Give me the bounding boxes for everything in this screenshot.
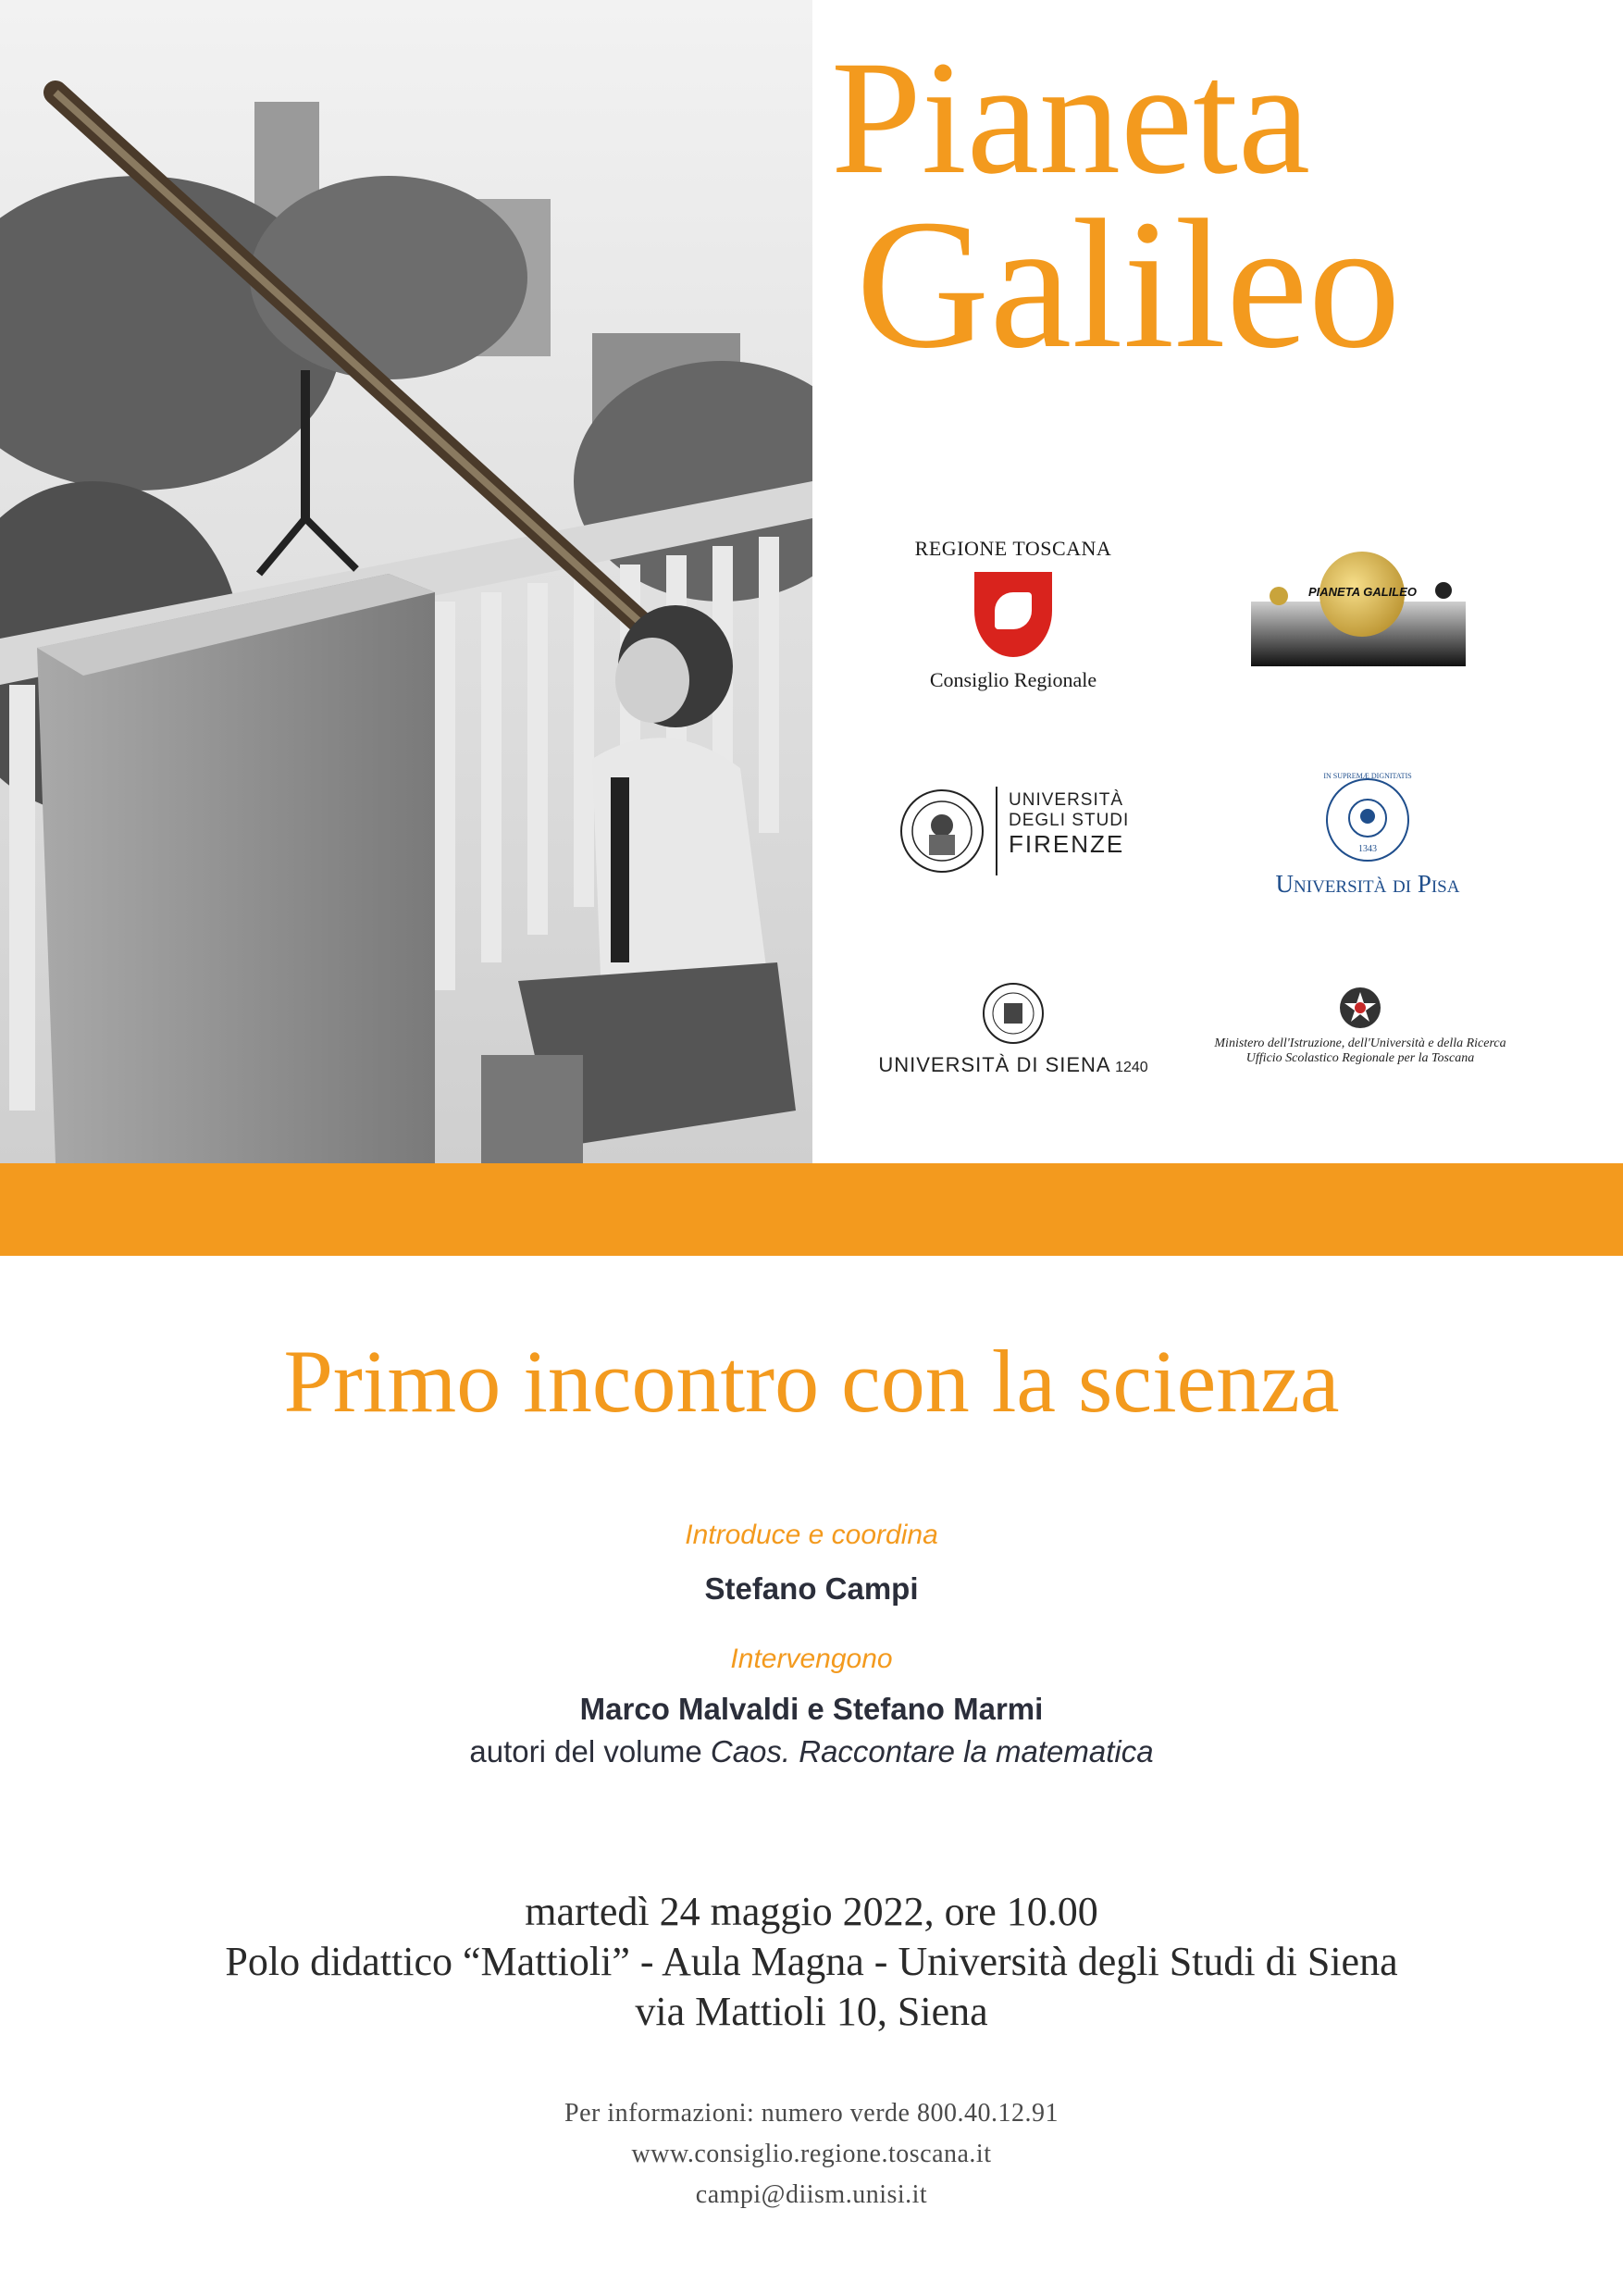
info-email[interactable]: campi@diism.unisi.it [695,2180,928,2209]
logo-ministero [1194,985,1527,1086]
unifi-seal-icon [898,781,986,883]
logo-unisi [870,981,1157,1092]
ministero-line2: Ufficio Scolastico Regionale per la Toscana [1245,1051,1475,1065]
info-phone: Per informazioni: numero verde 800.40.12.91 [564,2099,1059,2128]
unipi-seal-text: IN SUPREMÆ DIGNITATIS [1323,772,1412,780]
unifi-line2: DEGLI STUDI [1009,810,1130,830]
speakers-names: Marco Malvaldi e Stefano Marmi [579,1692,1044,1726]
unipi-year: 1343 [1358,844,1377,854]
unisi-seal-icon [981,981,1046,1046]
unifi-line1: UNIVERSITÀ [1009,790,1124,810]
logo-regione-toscana [888,537,1138,703]
intro-label: Introduce e coordina [685,1520,938,1550]
title-pianeta: Pianeta [831,28,1311,208]
speakers-label: Intervengono [730,1644,893,1674]
book-title: Caos. Raccontare la matematica [710,1734,1154,1769]
event-address: via Mattioli 10, Siena [635,1989,988,2034]
unifi-line3: FIRENZE [1009,829,1125,858]
italian-emblem-icon [1337,985,1383,1031]
book-line [0,1734,1623,1769]
unisi-name: UNIVERSITÀ DI SIENA [878,1053,1111,1076]
logo-pianeta-galileo-text: PIANETA GALILEO [1308,585,1417,599]
book-prefix: autori del volume [469,1734,711,1769]
logo-regione-toscana-title: REGIONE TOSCANA [914,537,1112,560]
title-galileo: Galileo [856,182,1401,387]
logo-regione-toscana-subtitle: Consiglio Regionale [929,668,1097,691]
logo-pianeta-galileo [1251,550,1466,666]
pegasus-shield-icon [974,572,1052,657]
event-venue: Polo didattico “Mattioli” - Aula Magna - Università degli Studi di Siena [225,1939,1398,1984]
orange-band [0,1163,1623,1256]
info-website[interactable]: www.consiglio.regione.toscana.it [631,2140,992,2168]
unipi-name: Università di Pisa [1275,870,1460,898]
event-subtitle: Primo incontro con la scienza [283,1332,1340,1431]
hero-photo [0,0,812,1163]
ministero-line1: Ministero dell'Istruzione, dell'Università e della Ricerca [1214,1036,1506,1050]
coordinator-name: Stefano Campi [704,1571,919,1606]
unisi-year: 1240 [1115,1060,1148,1075]
logo-unipi [1229,772,1506,898]
logo-unifi [898,777,1157,888]
event-date-time: martedì 24 maggio 2022, ore 10.00 [525,1889,1098,1934]
